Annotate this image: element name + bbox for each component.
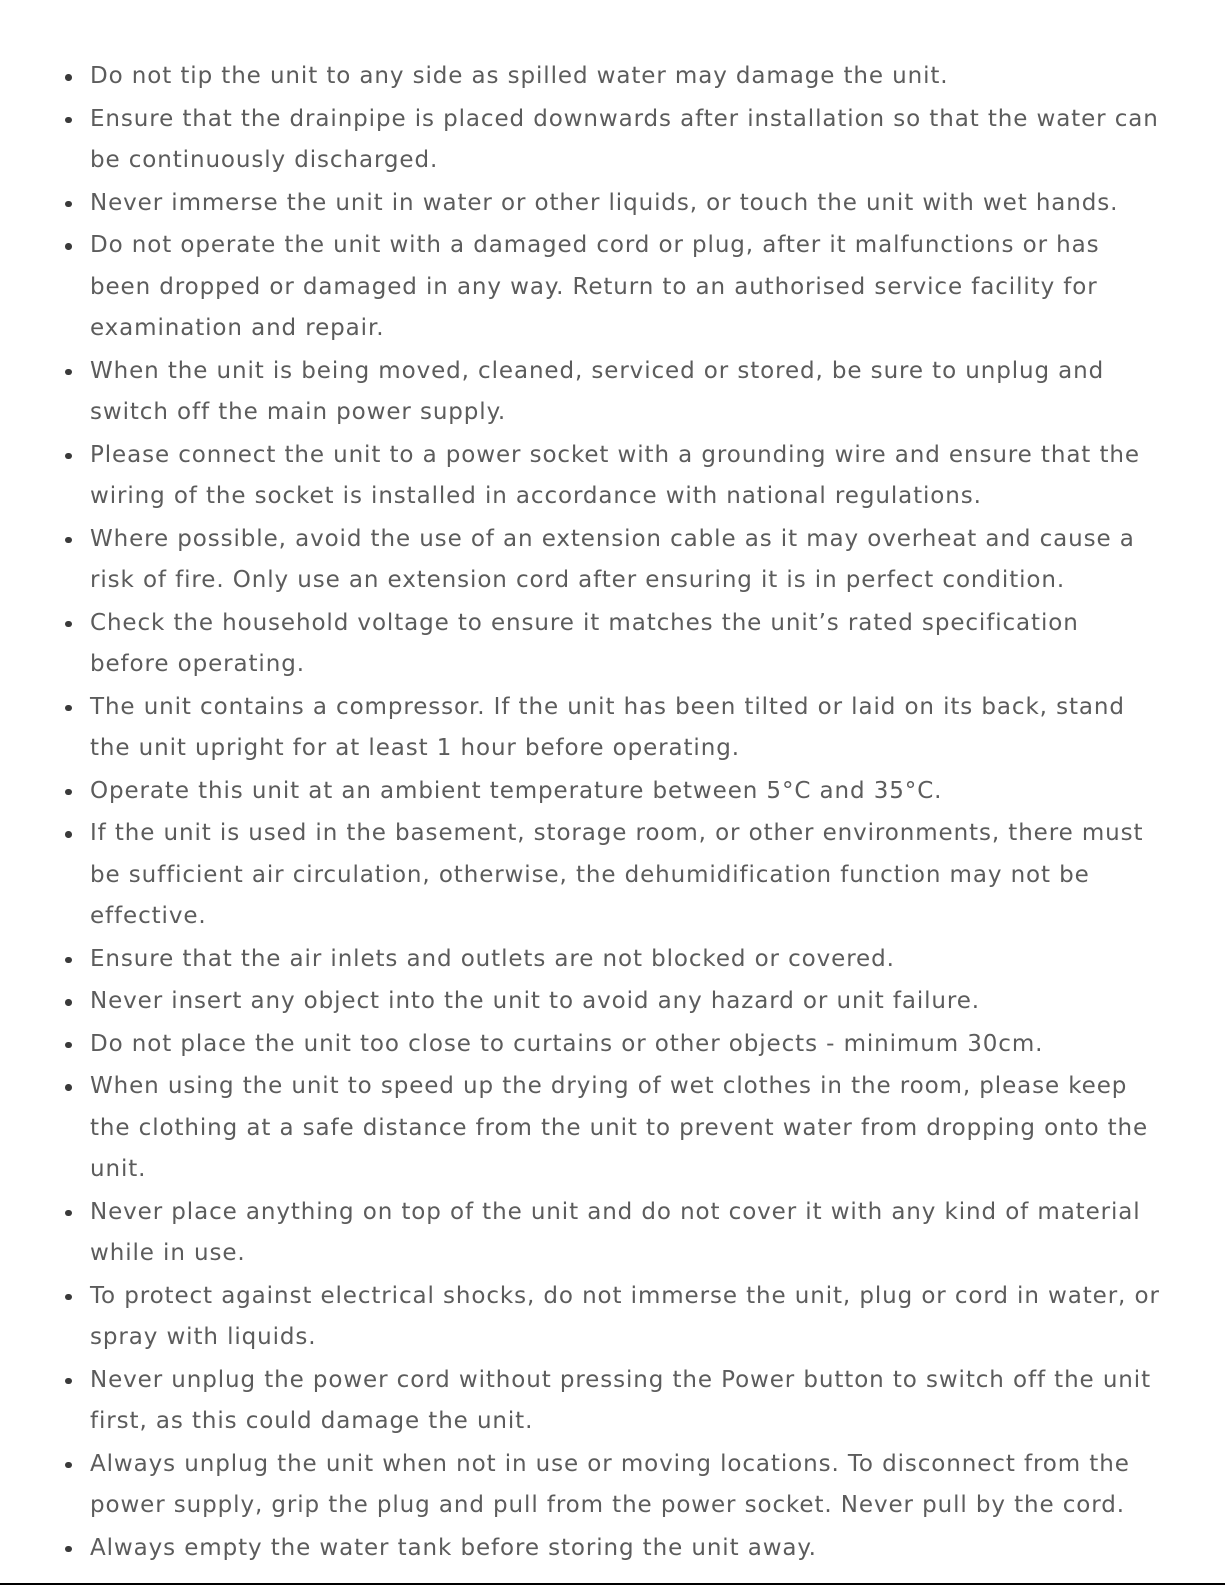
list-item: Never place anything on top of the unit and do not cover it with any kind of material while in use.: [90, 1192, 1160, 1275]
list-item: Please connect the unit to a power socket with a grounding wire and ensure that the wiring of the socket is installed in accordance with national regulations.: [90, 435, 1160, 518]
list-item: Operate this unit at an ambient temperature between 5°C and 35°C.: [90, 771, 1160, 813]
list-item: Never unplug the power cord without pressing the Power button to switch off the unit first, as this could damage the unit.: [90, 1360, 1160, 1443]
list-item: Never insert any object into the unit to avoid any hazard or unit failure.: [90, 981, 1160, 1023]
list-item: Do not tip the unit to any side as spilled water may damage the unit.: [90, 56, 1160, 98]
document-page: [0, 56, 1225, 1570]
safety-instructions-list: [0, 56, 1160, 1569]
list-item: Check the household voltage to ensure it matches the unit’s rated specification before operating.: [90, 603, 1160, 686]
list-item: Never immerse the unit in water or other liquids, or touch the unit with wet hands.: [90, 183, 1160, 225]
list-item: Ensure that the drainpipe is placed downwards after installation so that the water can be continuously discharged.: [90, 99, 1160, 182]
list-item: If the unit is used in the basement, storage room, or other environments, there must be sufficient air circulation, otherwise, the dehumidification function may not be effective.: [90, 813, 1160, 938]
list-item: When using the unit to speed up the drying of wet clothes in the room, please keep the clothing at a safe distance from the unit to prevent water from dropping onto the unit.: [90, 1066, 1160, 1191]
list-item: Ensure that the air inlets and outlets are not blocked or covered.: [90, 939, 1160, 981]
list-item: The unit contains a compressor. If the unit has been tilted or laid on its back, stand the unit upright for at least 1 hour before operating.: [90, 687, 1160, 770]
list-item: Do not place the unit too close to curtains or other objects - minimum 30cm.: [90, 1024, 1160, 1066]
list-item: Always unplug the unit when not in use or moving locations. To disconnect from the power supply, grip the plug and pull from the power socket. Never pull by the cord.: [90, 1444, 1160, 1527]
list-item: Where possible, avoid the use of an extension cable as it may overheat and cause a risk of fire. Only use an extension cord after ensuring it is in perfect condition.: [90, 519, 1160, 602]
list-item: When the unit is being moved, cleaned, serviced or stored, be sure to unplug and switch off the main power supply.: [90, 351, 1160, 434]
list-item: Do not operate the unit with a damaged cord or plug, after it malfunctions or has been dropped or damaged in any way. Return to an authorised service facility for examination and repair.: [90, 225, 1160, 350]
list-item: Always empty the water tank before storing the unit away.: [90, 1528, 1160, 1570]
list-item: To protect against electrical shocks, do not immerse the unit, plug or cord in water, or spray with liquids.: [90, 1276, 1160, 1359]
